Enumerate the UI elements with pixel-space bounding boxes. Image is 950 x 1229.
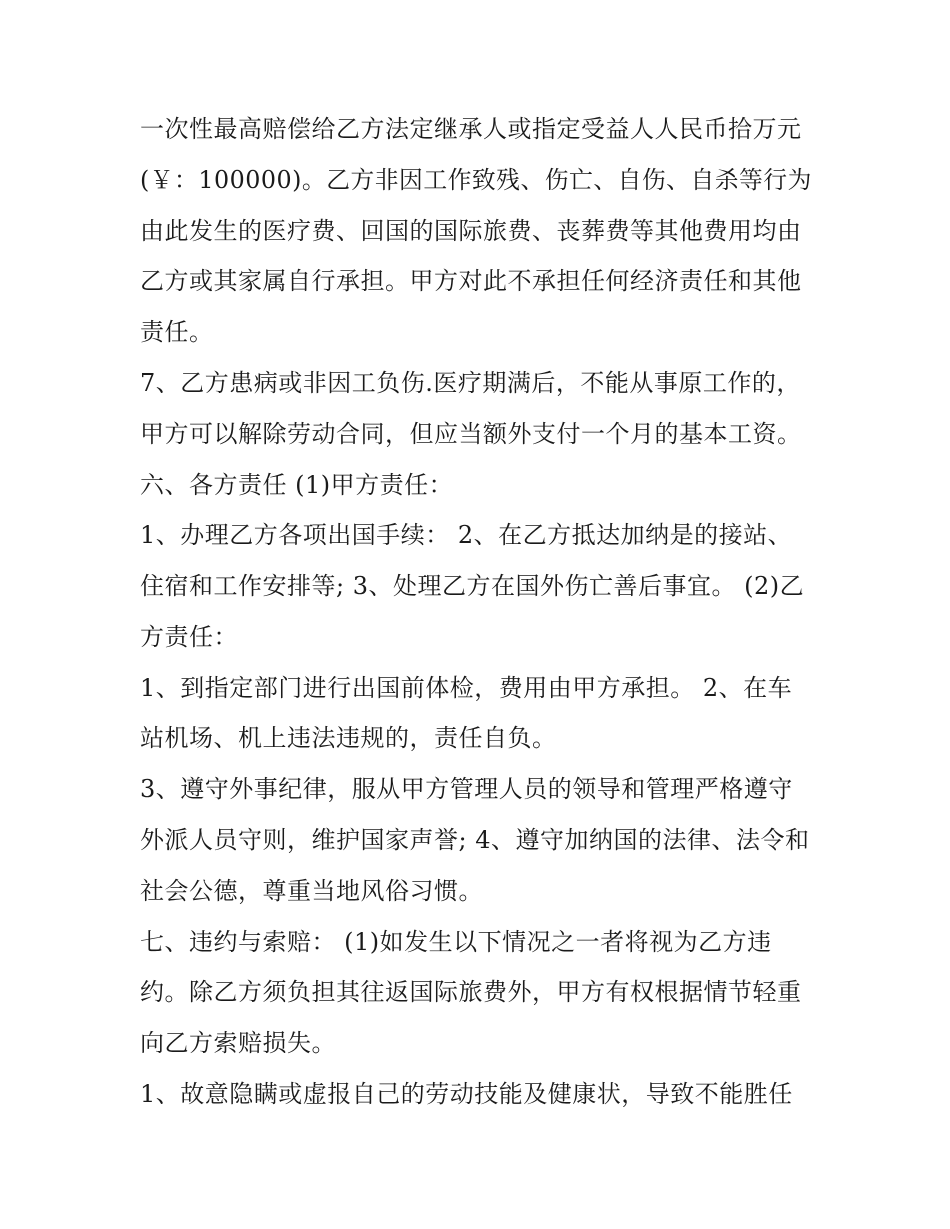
text-line: 外派人员守则，维护国家声誉; 4、遵守加纳国的法律、法令和: [140, 826, 810, 854]
text-line: 由此发生的医疗费、回国的国际旅费、丧葬费等其他费用均由: [140, 217, 802, 245]
text-line: 甲方可以解除劳动合同，但应当额外支付一个月的基本工资。: [140, 420, 802, 448]
text-line: 7、乙方患病或非因工负伤.医疗期满后，不能从事原工作的，: [140, 369, 801, 397]
text-line: 向乙方索赔损失。: [140, 1029, 336, 1057]
text-line: 社会公德，尊重当地风俗习惯。: [140, 877, 483, 905]
text-line: 责任。: [140, 318, 214, 346]
text-line: 乙方或其家属自行承担。甲方对此不承担任何经济责任和其他: [140, 267, 802, 295]
text-line: 一次性最高赔偿给乙方法定继承人或指定受益人人民币拾万元: [140, 115, 802, 143]
text-line: 站机场、机上违法违规的，责任自负。: [140, 724, 557, 752]
text-line: 约。除乙方须负担其往返国际旅费外，甲方有权根据情节轻重: [140, 978, 802, 1006]
section-heading: 七、违约与索赔： (1)如发生以下情况之一者将视为乙方违: [140, 928, 772, 956]
text-line: 住宿和工作安排等; 3、处理乙方在国外伤亡善后事宜。 (2)乙: [140, 572, 805, 600]
text-line: 1、办理乙方各项出国手续： 2、在乙方抵达加纳是的接站、: [140, 521, 793, 549]
section-heading: 六、各方责任 (1)甲方责任：: [140, 471, 454, 499]
text-line: 方责任：: [140, 623, 238, 651]
text-line: 3、遵守外事纪律，服从甲方管理人员的领导和管理严格遵守: [140, 775, 793, 803]
text-line: 1、到指定部门进行出国前体检，费用由甲方承担。 2、在车: [140, 674, 793, 702]
text-line: 1、故意隐瞒或虚报自己的劳动技能及健康状，导致不能胜任: [140, 1080, 793, 1108]
text-line: (￥：100000)。乙方非因工作致残、伤亡、自伤、自杀等行为: [140, 166, 812, 194]
